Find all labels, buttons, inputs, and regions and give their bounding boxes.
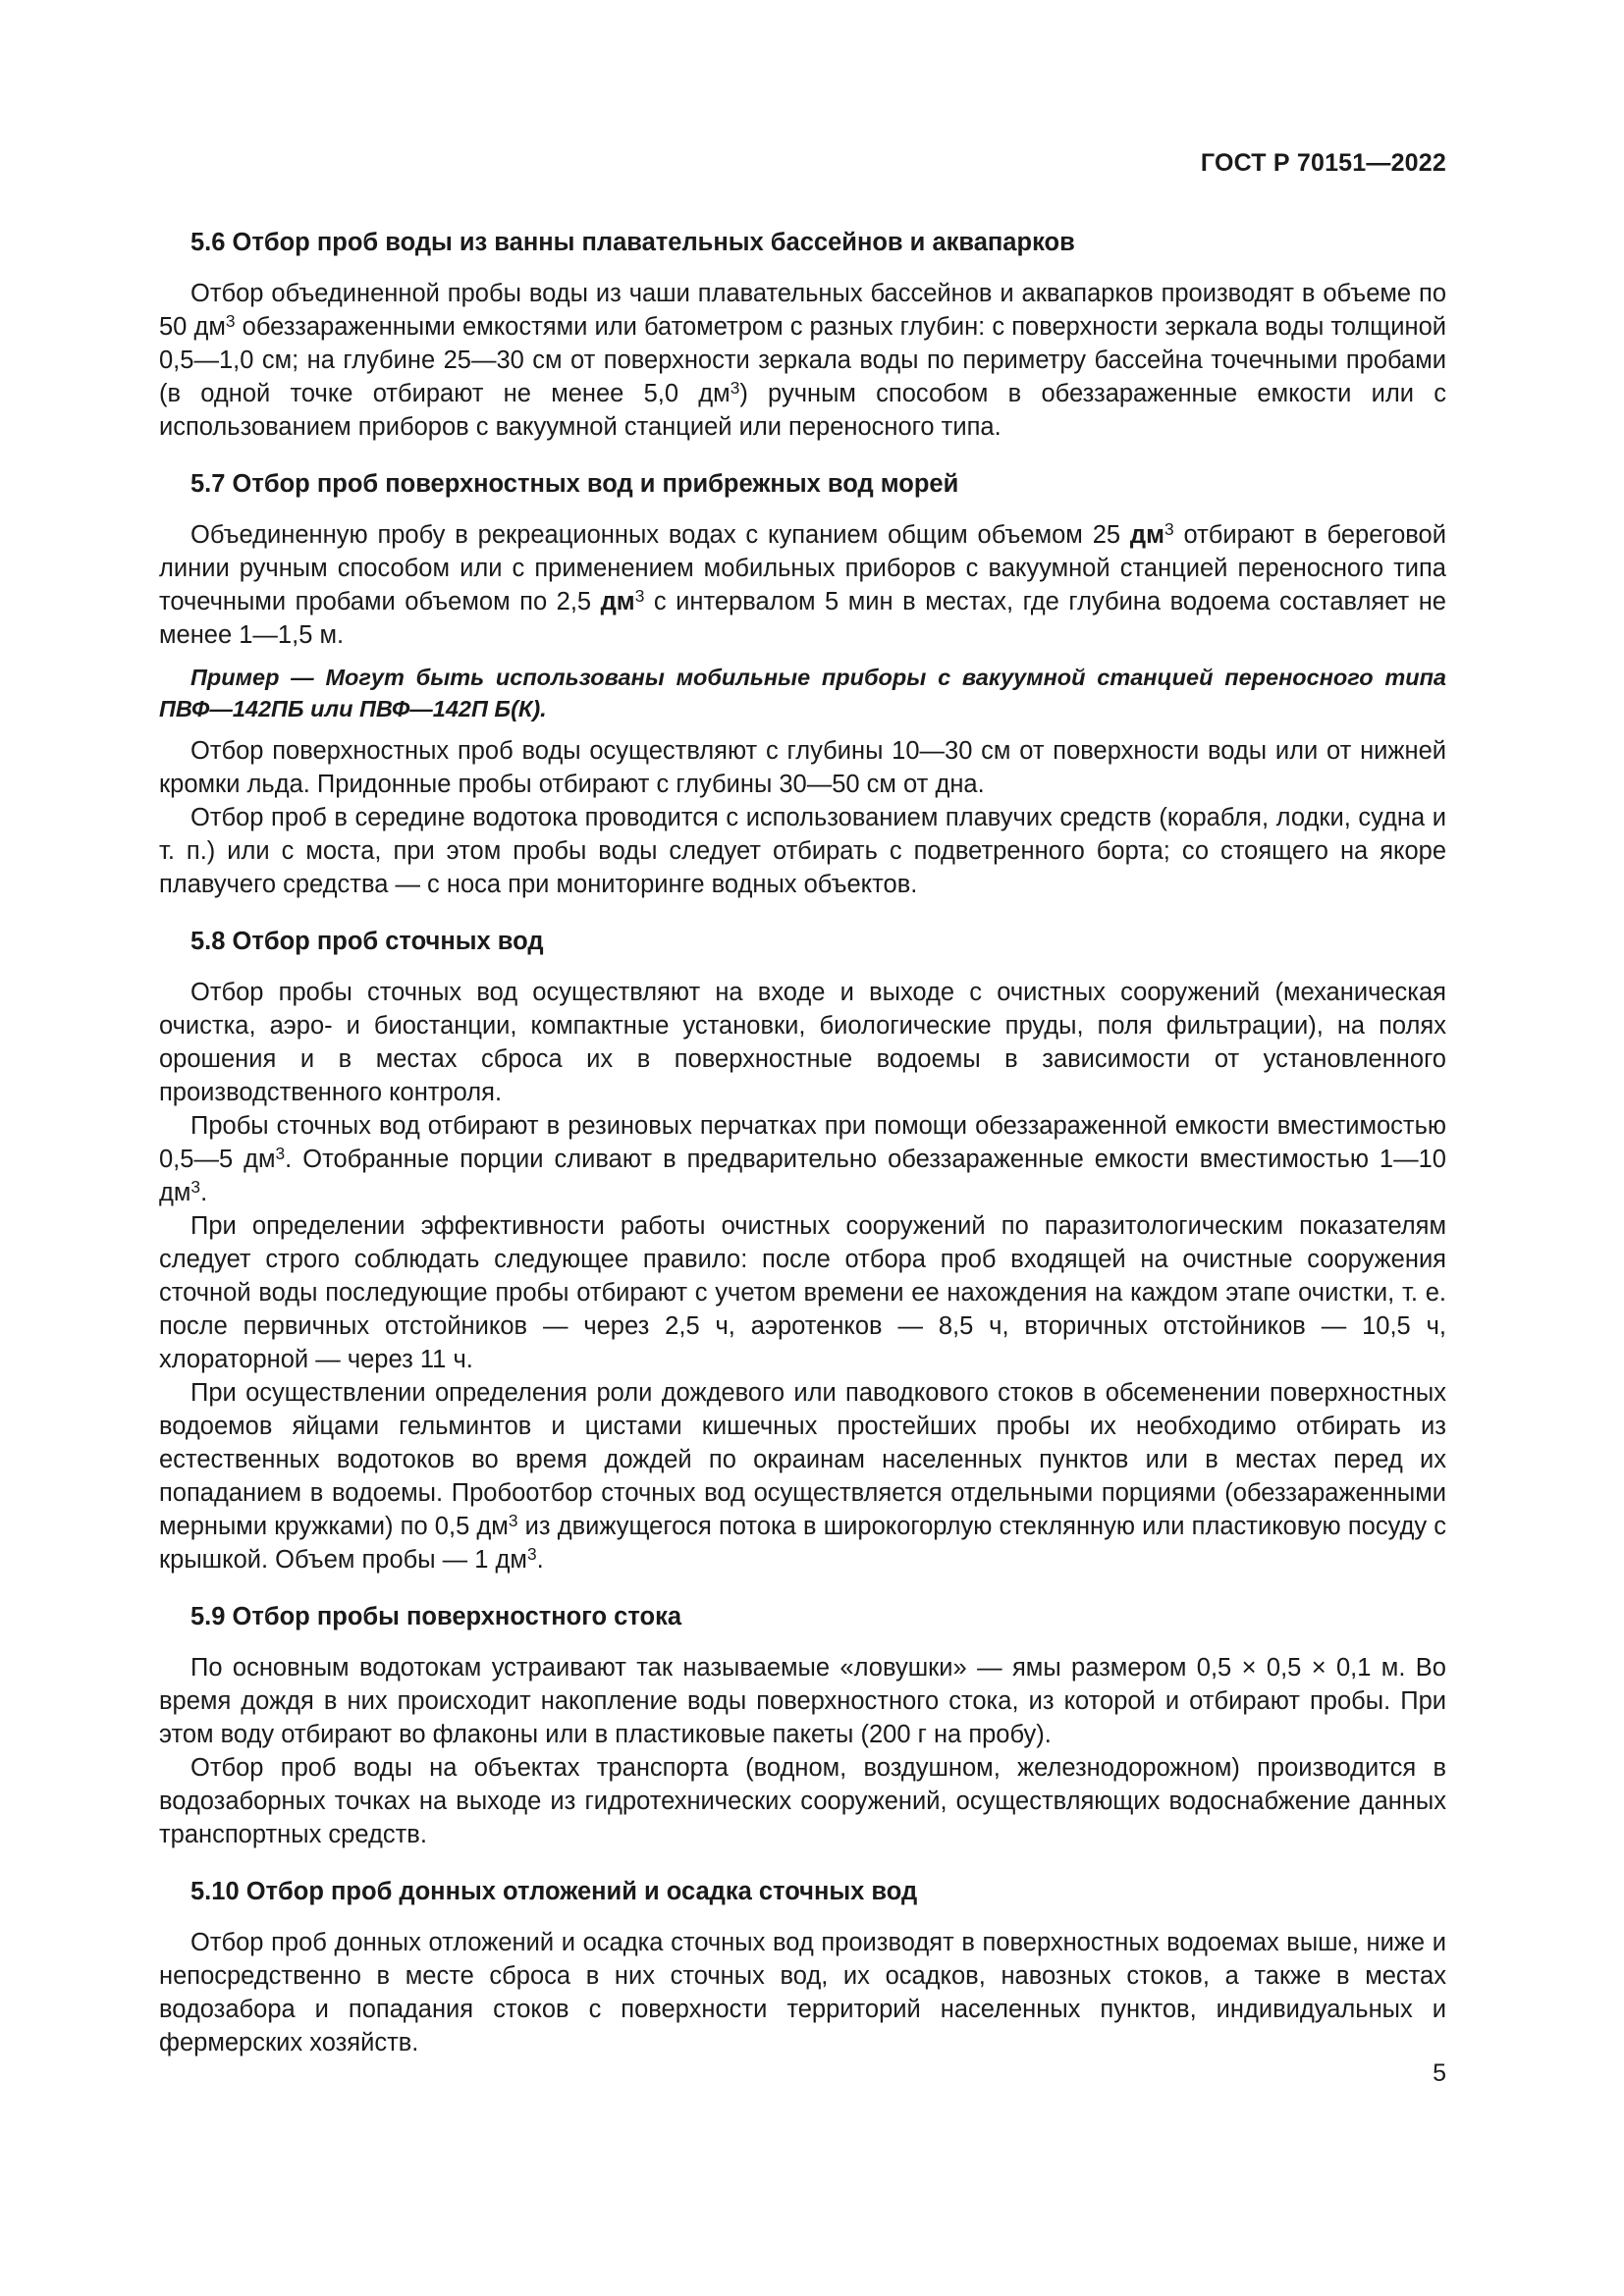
paragraph: Отбор объединенной пробы воды из чаши плавательных бассейнов и аквапарков производят в объеме по 50 $дм^3$ обеззараженными емкостями или батометром с разных глубин: с поверхности зеркала воды толщиной 0,5—1,0 см; на глубине 25—30 см от поверхности зеркала воды по периметру бассейна точечными пробами (в одной точке отбирают не менее 5,0 $дм^3$) ручным способом в обеззараженные емкости или с использованием приборов с вакуумной станцией или переносного типа. [159,280,1447,441]
section-heading: 5.7 Отбор проб поверхностных вод и прибрежных вод морей [190,470,959,498]
section-5-6 [159,226,1446,444]
section-heading: 5.6 Отбор проб воды из ванны плавательных бассейнов и аквапарков [190,229,1075,256]
page-number: 5 [1433,2059,1446,2087]
paragraph: Отбор проб воды на объектах транспорта (водном, воздушном, железнодорожном) производится в водозаборных точках на выходе из гидротехнических сооружений, осуществляющих водоснабжение данных транспортных средств. [159,1754,1446,1848]
paragraph: При осуществлении определения роли дождевого или паводкового стоков в обсеменении поверхностных водоемов яйцами гельминтов и цистами кишечных простейших пробы их необходимо отбирать из естественных водотоков во время дождей по окраинам населенных пунктов или в местах перед их попаданием в водоемы. Пробоотбор сточных вод осуществляется отдельными порциями (обеззараженными мерными кружками) по 0,5 $дм^3$ из движущегося потока в широкогорлую стеклянную или пластиковую посуду с крышкой. Объем пробы — 1 $дм^3$. [159,1379,1446,1574]
section-5-7 [159,467,1446,901]
section-heading: 5.8 Отбор проб сточных вод [190,928,544,955]
example-note: Пример — Могут быть использованы мобильные приборы с вакуумной станцией переносного типа ПВФ—142ПБ или ПВФ—142П Б(К). [159,665,1446,721]
section-5-9 [159,1600,1446,1851]
paragraph: Отбор поверхностных проб воды осуществляют с глубины 10—30 см от поверхности воды или от нижней кромки льда. Придонные пробы отбирают с глубины 30—50 см от дна. [159,737,1446,798]
paragraph: При определении эффективности работы очистных сооружений по паразитологическим показателям следует строго соблюдать следующее правило: после отбора проб входящей на очистные сооружения сточной воды последующие пробы отбирают с учетом времени ее нахождения на каждом этапе очистки, т. е. после первичных отстойников — через 2,5 ч, аэротенков — 8,5 ч, вторичных отстойников — 10,5 ч, хлораторной — через 11 ч. [159,1212,1446,1373]
paragraph: Отбор проб в середине водотока проводится с использованием плавучих средств (корабля, лодки, судна и т. п.) или с моста, при этом пробы воды следует отбирать с подветренного борта; со стоящего на якоре плавучего средства — с носа при мониторинге водных объектов. [159,804,1446,898]
section-heading: 5.9 Отбор пробы поверхностного стока [190,1603,682,1630]
section-5-10 [159,1875,1446,2059]
paragraph: Отбор пробы сточных вод осуществляют на входе и выходе с очистных сооружений (механическая очистка, аэро- и биостанции, компактные установки, биологические пруды, поля фильтрации), на полях орошения и в местах сброса их в поверхностные водоемы в зависимости от установленного производственного контроля. [159,979,1446,1106]
paragraph: По основным водотокам устраивают так называемые «ловушки» — ямы размером 0,5 × 0,5 × 0,1 м. Во время дождя в них происходит накопление воды поверхностного стока, из которой и отбирают пробы. При этом воду отбирают во флаконы или в пластиковые пакеты (200 г на пробу). [159,1654,1446,1748]
paragraph: Отбор проб донных отложений и осадка сточных вод производят в поверхностных водоемах выше, ниже и непосредственно в месте сброса в них сточных вод, их осадков, навозных стоков, а также в местах водозабора и попадания стоков с поверхности территорий населенных пунктов, индивидуальных и фермерских хозяйств. [159,1929,1446,2056]
section-heading: 5.10 Отбор проб донных отложений и осадка сточных вод [190,1878,918,1905]
section-5-8 [159,925,1446,1576]
document-body [159,226,1446,2083]
paragraph: Пробы сточных вод отбирают в резиновых перчатках при помощи обеззараженной емкости вместимостью 0,5—5 $дм^3$. Отобранные порции сливают в предварительно обеззараженные емкости вместимостью 1—10 $дм^3$. [159,1112,1446,1206]
paragraph: Объединенную пробу в рекреационных водах с купанием общим объемом 25 $дм^3$ отбирают в береговой линии ручным способом или с применением мобильных приборов с вакуумной станцией переносного типа точечными пробами объемом по 2,5 $дм^3$ с интервалом 5 мин в местах, где глубина водоема составляет не менее 1—1,5 м. [159,519,1446,649]
document-code: ГОСТ Р 70151—2022 [1200,149,1446,177]
